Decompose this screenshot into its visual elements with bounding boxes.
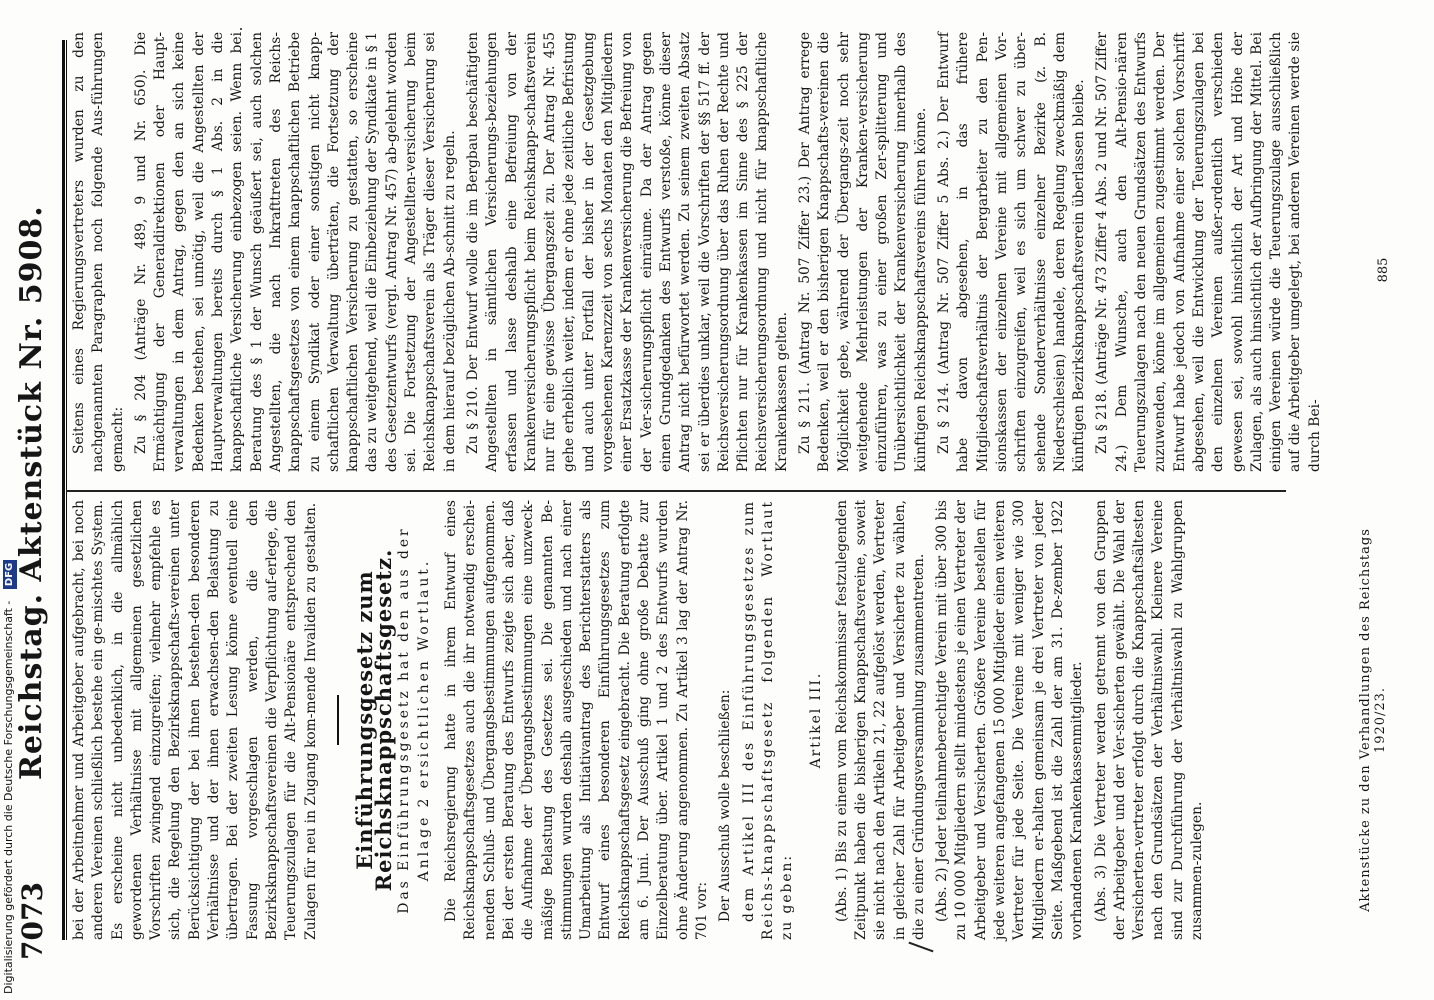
- header-rule: [62, 40, 65, 940]
- footer-line: Aktenstücke zu den Verhandlungen des Reichstags 1920/23.: [1358, 528, 1388, 912]
- article-paragraph: (Abs. 2) Jeder teilnahmeberechtigte Verein mit über 300 bis zu 10 000 Mitgliedern stellt mindestens je einen Vertreter der Arbeitgeber und Versicherten. Größere Vereine bestellen für jede weiteren angefangenen 15 000 Mitglieder einen weiteren Vertreter für jede Seite. Die Vereine mit weniger wie 300 Mitgliedern er-halten gemeinsam je drei Vertreter von jeder Seite. Maßgebend ist die Zahl der am 31. De-zember 1922 vorhandenen Krankenkassenmitglieder.: [934, 500, 1086, 940]
- pencil-mark: [908, 942, 933, 953]
- col-paragraph: Zu § 211. (Antrag Nr. 507 Ziffer 23.) Der Antrag errege Bedenken, weil er den bisherigen Knappschafts-vereinen die Möglichkeit gebe, während der Übergangs-zeit noch sehr weitgehende Mehrleistungen der Kranken-versicherung einzuführen, was zu einer großen Zer-splitterung und Unübersichtlichkeit der Krankenversicherung innerhalb des künftigen Reichsknappschaftsvereins führen könne.: [796, 32, 929, 472]
- section-subtitle: Das Einführungsgesetz hat den aus der Anlage 2 ersichtlichen Wortlaut.: [396, 526, 432, 914]
- scan-speck: [240, 28, 242, 30]
- dfg-logo: DFG: [3, 560, 17, 589]
- col-paragraph: Zu § 218. (Anträge Nr. 473 Ziffer 4 Abs. 2 und Nr. 507 Ziffer 24.) Dem Wunsche, auch den Alt-Pensio-nären Teuerungszulagen nach den neuen Grundsätzen des Entwurfs zuzuwenden, könne im allgemeinen zugestimmt werden. Der Entwurf habe jedoch von Aufnahme einer solchen Vorschrift abgesehen, weil die Entwicklung der Teuerungszulagen bei den einzelnen Vereinen außer-ordentlich verschieden gewesen sei, sowohl hinsichtlich der Art und Höhe der Zulagen, als auch hinsichtlich der Aufbringung der Mittel. Bei einigen Vereinen würde die Teuerungszulage ausschließlich auf die Arbeitgeber umgelegt, bei anderen Vereinen werde sie durch Bei-: [1094, 32, 1323, 472]
- header-title: Reichstag. Aktenstück Nr. 5908.: [14, 205, 49, 780]
- column-divider: [66, 490, 1286, 492]
- article-paragraph: (Abs. 3) Die Vertreter werden getrennt von den Gruppen der Arbeitgeber und der Ver-sicherten gewählt. Die Wahl der Versicherten-vertreter erfolgt durch die Knappschaftsältesten nach den Grundsätzen der Verhältniswahl. Kleinere Vereine sind zur Durchführung der Verhältniswahl zu Wahlgruppen zusammen-zulegen.: [1092, 500, 1206, 940]
- left-paragraph: bei der Arbeitnehmer und Arbeitgeber aufgebracht, bei noch anderen Vereinen schließlich bestehe ein ge-mischtes System. Es erscheine nicht unbedenklich, in die allmählich gewordenen Verhältnisse mit allgemeinen gesetzlichen Vorschriften zwingend einzugreifen; vielmehr empfehle es sich, die Regelung den Bezirksknappschafts-vereinen unter Berücksichtigung der bei ihnen bestehen-den besonderen Verhältnisse und der ihnen erwachsen-den Belastung zu übertragen. Bei der zweiten Lesung könne eventuell eine Fassung vorgeschlagen werden, die den Bezirksknappschaftsvereinen die Verpflichtung auf-erlege, die Teuerungszulagen für die Alt-Pensionäre entsprechend den Zulagen für neu in Zugang kom-mende Invaliden zu gestalten.: [71, 500, 319, 940]
- article-heading: Artikel III.: [808, 671, 825, 769]
- col-paragraph: Zu § 214. (Antrag Nr. 507 Ziffer 5 Abs. 2.) Der Entwurf habe davon abgesehen, in das frühere Mitgliedschaftsverhältnis der Bergarbeiter zu den Pen-sionskassen der einzelnen Vereine mit allgemeinen Vor-schriften einzugreifen, weil es sich um schwer zu über-sehende Sonderverhältnisse einzelner Bezirke (z. B. Niederschlesien) handele, deren Regelung zweckmäßig dem künftigen Bezirksknappschaftsverein überlassen bleibe.: [936, 32, 1088, 472]
- footer-page-number: 885: [1376, 257, 1391, 283]
- intro-proposal: dem Artikel III des Einführungsgesetzes zum Reichs-knappschaftsgesetz folgenden Wortlaut zu geben:: [740, 500, 796, 940]
- col-paragraph: Zu § 204 (Anträge Nr. 489, 9 und Nr. 650). Die Ermächtigung der Generaldirektionen oder Haupt-verwaltungen in dem Antrag, gegen den an sich keine Bedenken bestehen, sei unnötig, weil die Angestellten der Hauptverwaltungen bereits durch § 1 Abs. 2 in die knappschaftliche Versicherung einbezogen seien. Wenn bei Beratung des § 1 der Wunsch geäußert sei, auch solchen Angestellten, die nach Inkrafttreten des Reichs-knappschaftsgesetzes von einem knappschaftlichen Betriebe zu einem Syndikat oder einer sonstigen nicht knapp-schaftlichen Verwaltung überträten, die Fortsetzung der knappschaftlichen Versicherung zu gestatten, so erscheine das zu weitgehend, weil die Einbeziehung der Syndikate in § 1 des Gesetzentwurfs (vergl. Antrag Nr. 457) ab-gelehnt worden sei. Die Fortsetzung der Angestellten-versicherung beim Reichsknappschaftsverein als Träger dieser Versicherung sei in dem hierauf bezüglichen Ab-schnitt zu regeln.: [132, 32, 458, 472]
- credit-text: Digitalisierung gefördert durch die Deutsche Forschungsgemeinschaft -: [2, 600, 15, 994]
- page-header: [6, 30, 58, 960]
- section-separator: [337, 695, 339, 745]
- intro-paragraph: Die Reichsregierung hatte in ihrem Entwurf eines Reichsknappschaftsgesetzes auch die ihr notwendig erschei-nenden Schluß- und Übergangsbestimmungen aufgenommen. Bei der ersten Beratung des Entwurfs zeigte sich aber, daß die Aufnahme der Übergangsbestimmungen eine unzweck-mäßige Belastung des Gesetzes sei. Die genannten Be-stimmungen wurden deshalb ausgeschieden und nach einer Umarbeitung als Initiativantrag des Berichterstatters als Entwurf eines besonderen Einführungsgesetzes zum Reichsknappschaftsgesetz eingebracht. Die Beratung erfolgte am 6. Juni. Der Ausschuß ging ohne große Debatte zur Einzelberatung über. Artikel 1 und 2 des Entwurfs wurden ohne Änderung angenommen. Zu Artikel 3 lag der Antrag Nr. 701 vor:: [443, 500, 710, 940]
- col-paragraph: Seitens eines Regierungsvertreters wurden zu den nachgenannten Paragraphen noch folgende Aus-führungen gemacht:: [71, 32, 126, 472]
- column-right: [70, 32, 1329, 472]
- col-paragraph: Zu § 210. Der Entwurf wolle die im Bergbau beschäftigten Angestellten in sämtlichen Versicherungs-beziehungen erfassen und lasse deshalb eine Befreiung von der Krankenversicherungspflicht beim Reichsknapp-schaftsverein nur für eine gewisse Übergangszeit zu. Der Antrag Nr. 455 gehe erheblich weiter, indem er ohne jede zeitliche Befristung und auch unter Fortfall der bisher in der Gesetzgebung vorgesehenen Karenzzeit von sechs Monaten den Mitgliedern einer Ersatzkasse der Krankenversicherung die Befreiung von der Ver-sicherungspflicht einräume. Da der Antrag gegen einen Grundgedanken des Entwurfs verstoße, könne dieser Antrag nicht befürwortet werden. Zu seinem zweiten Absatz sei er überdies unklar, weil die Vorschriften der §§ 517 ff. der Reichsversicherungsordnung über das Ruhen der Rechte und Pflichten nur für Krankenkassen im Sinne des § 225 der Reichsversicherungsordnung und nicht für knappschaftliche Krankenkassen gelten.: [464, 32, 790, 472]
- column-left: [70, 500, 1211, 940]
- header-page-number: 7073: [16, 882, 49, 960]
- intro-motion: Der Ausschuß wolle beschließen:: [717, 689, 734, 922]
- article-paragraph: (Abs. 1) Bis zu einem vom Reichskommissar festzulegenden Zeitpunkt haben die bisherigen Knappschaftsvereine, soweit sie nicht nach den Artikeln 21, 22 aufgelöst werden, Vertreter in gleicher Zahl für Arbeitgeber und Versicherte zu wählen, die zu einer Gründungsversammlung zusammentreten.: [833, 500, 927, 940]
- section-title: Einführungsgesetz zum Reichsknappschaftsgesetz.: [351, 548, 397, 892]
